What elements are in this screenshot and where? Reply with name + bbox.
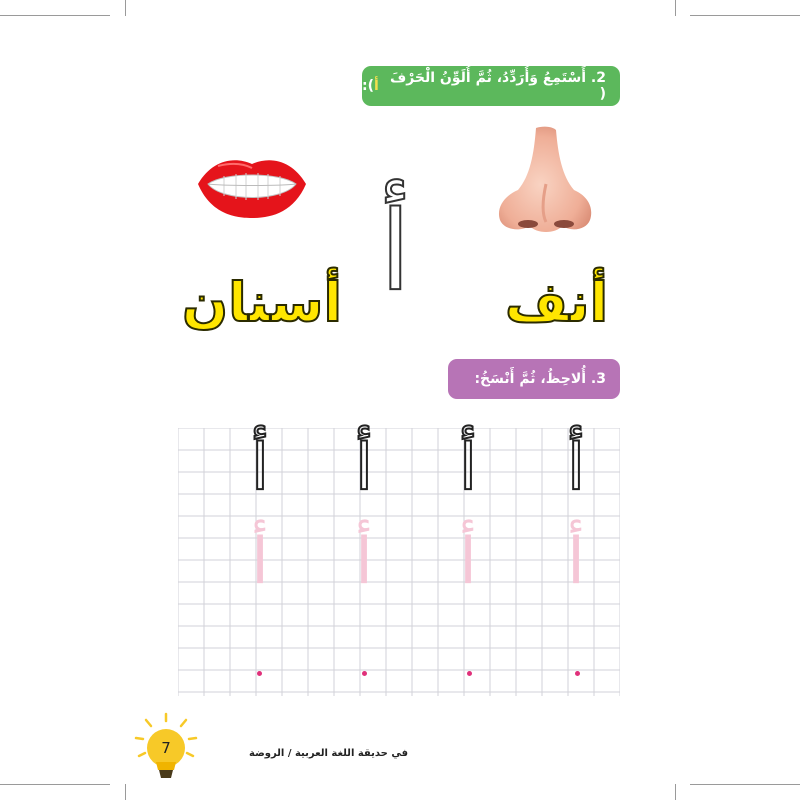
crop-mark [690,15,800,16]
pink-trace-letter: أ [355,525,373,599]
dotted-letter: أ [251,431,269,505]
exercise-3-instruction: 3. أُلاحِظُ، ثُمَّ أَنْسَخُ: [448,359,620,399]
pink-trace-letter: أ [567,525,585,599]
crop-mark [675,0,676,16]
pink-trace-letter: أ [251,525,269,599]
start-dot[interactable] [362,671,367,676]
dotted-letter: أ [567,431,585,505]
dotted-letter: أ [459,431,477,505]
crop-mark [0,15,110,16]
tracing-grid [178,428,620,696]
dotted-letter: أ [355,431,373,505]
nose-image [496,124,596,236]
highlight-letter: أ [373,78,379,94]
lips-image [194,154,310,220]
center-letter: أ [380,187,411,315]
start-dot[interactable] [467,671,472,676]
crop-mark [125,0,126,16]
crop-mark [675,784,676,800]
exercise-2-instruction [362,66,620,106]
book-title: في حديقة اللغة العربية / الروضة [249,748,408,759]
page-number: 7 [161,739,171,757]
start-dot[interactable] [575,671,580,676]
instruction-text-before: 2. أَسْتَمِعُ وَأُرَدِّدُ، ثُمَّ أُلَوِّنُ الْحَرْفَ ( [389,70,606,102]
instruction-text-after: ): [361,78,374,94]
pink-trace-letter: أ [459,525,477,599]
start-dot[interactable] [257,671,262,676]
crop-mark [125,784,126,800]
crop-mark [690,784,800,785]
word-right: أنف [505,271,609,334]
crop-mark [0,784,110,785]
word-left: أسنان [182,271,343,334]
